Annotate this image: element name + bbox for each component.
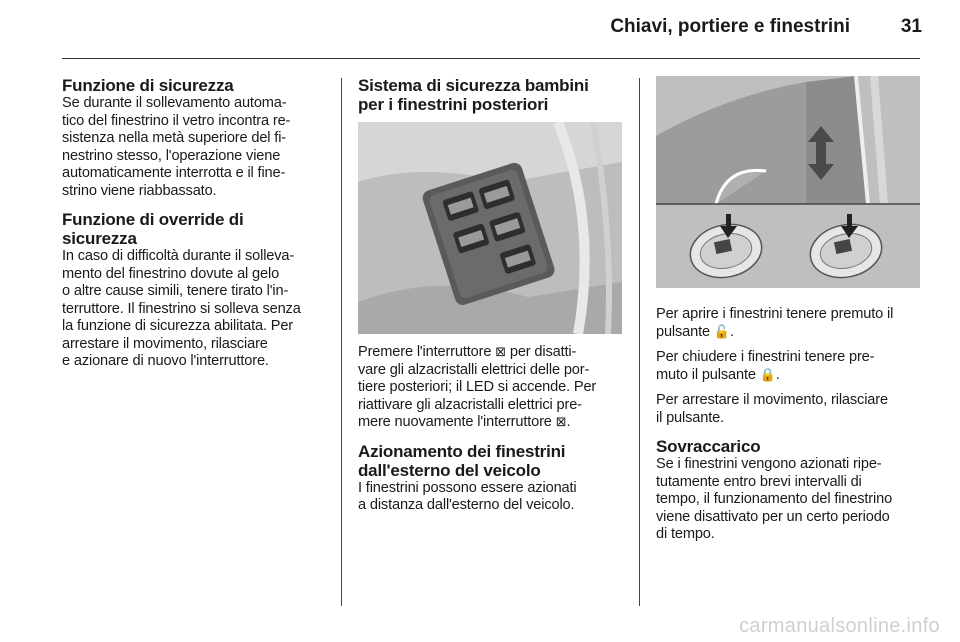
figure-window-switch-panel	[358, 122, 622, 334]
text-fragment: mere nuovamente l'interruttore	[358, 414, 556, 430]
page-number: 31	[900, 16, 922, 37]
page-header-title: Chiavi, portiere e finestrini	[610, 16, 850, 37]
column-divider-2	[639, 78, 640, 606]
text-fragment: .	[566, 414, 571, 430]
column-divider-1	[341, 78, 342, 606]
text-line: nestrino stesso, l'operazione viene	[62, 147, 281, 164]
paragraph-overload	[656, 456, 922, 544]
text-line: Se i finestrini vengono azionati ripe-	[656, 456, 882, 472]
child-lock-window-icon: ⊠	[555, 415, 567, 430]
text-line: Per chiudere i finestrini tenere pre-	[656, 349, 875, 365]
heading-line: Sistema di sicurezza bambini	[358, 76, 589, 95]
text-line: vare gli alzacristalli elettrici delle por-	[358, 361, 590, 378]
child-lock-window-icon: ⊠	[495, 345, 506, 360]
text-line: la funzione di sicurezza abilitata. Per	[62, 318, 294, 334]
paragraph-close-windows	[656, 349, 922, 384]
text-line: Per arrestare il movimento, rilasciare	[656, 392, 888, 408]
text-fragment: Premere l'interruttore	[358, 344, 496, 360]
text-line: tutamente entro brevi intervalli di	[656, 473, 862, 490]
heading-line: per i finestrini posteriori	[358, 95, 549, 114]
paragraph-stop-movement	[656, 392, 922, 427]
text-line: automaticamente interrotta e il fine-	[62, 165, 286, 181]
heading-safety-function: Funzione di sicurezza	[62, 76, 234, 95]
text-line: I finestrini possono essere azionati	[358, 479, 577, 496]
text-line: riattivare gli alzacristalli elettrici pre-	[358, 396, 582, 413]
column-3	[656, 76, 922, 544]
text-line: strino viene riabbassato.	[62, 182, 217, 199]
heading-line: Azionamento dei finestrini	[358, 441, 566, 461]
remote-key-window-illustration	[656, 76, 920, 288]
text-fragment: per disatti-	[505, 344, 577, 360]
heading-safety-override	[62, 210, 328, 248]
paragraph-safety-override	[62, 248, 328, 371]
heading-child-safety	[358, 76, 626, 114]
heading-line: sicurezza	[62, 229, 137, 248]
column-1	[62, 76, 328, 371]
header-divider	[62, 58, 920, 59]
text-fragment: muto il pulsante	[656, 366, 760, 383]
heading-line: dall'esterno del veicolo	[358, 460, 541, 480]
text-line: tico del finestrino il vetro incontra re-	[62, 112, 291, 129]
text-line: tempo, il funzionamento del finestrino	[656, 491, 893, 507]
watermark: carmanualsonline.info	[739, 615, 940, 637]
text-line: viene disattivato per un certo periodo	[656, 508, 890, 525]
heading-remote-operation	[358, 442, 626, 480]
text-line: In caso di difficoltà durante il solleva-	[62, 248, 295, 264]
text-line: o altre cause simili, tenere tirato l'in-	[62, 283, 289, 299]
paragraph-safety-function	[62, 95, 328, 200]
text-line: il pulsante.	[656, 409, 724, 426]
text-fragment: .	[729, 323, 734, 340]
text-line: mento del finestrino dovute al gelo	[62, 265, 280, 282]
text-fragment: pulsante	[656, 323, 714, 340]
paragraph-remote-operation	[358, 480, 626, 515]
unlock-padlock-icon: 🔓	[713, 324, 730, 340]
paragraph-open-windows	[656, 306, 922, 341]
text-fragment: .	[775, 366, 780, 383]
text-line: Per aprire i finestrini tenere premuto il	[656, 306, 894, 322]
text-line: di tempo.	[656, 526, 715, 542]
text-line: terruttore. Il finestrino si solleva senza	[62, 300, 301, 317]
text-line: e azionare di nuovo l'interruttore.	[62, 353, 269, 369]
text-line: arrestare il movimento, rilasciare	[62, 335, 268, 352]
text-line: sistenza nella metà superiore del fi-	[62, 130, 287, 146]
text-line: tiere posteriori; il LED si accende. Per	[358, 379, 597, 395]
text-line: a distanza dall'esterno del veicolo.	[358, 497, 575, 513]
heading-line: Funzione di override di	[62, 210, 244, 229]
column-2	[358, 76, 626, 515]
heading-overload: Sovraccarico	[656, 437, 761, 456]
paragraph-child-safety	[358, 344, 626, 432]
figure-remote-key-window	[656, 76, 920, 288]
lock-padlock-icon: 🔒	[759, 367, 776, 383]
window-switch-panel-illustration	[358, 122, 622, 334]
text-line: Se durante il sollevamento automa-	[62, 95, 287, 111]
